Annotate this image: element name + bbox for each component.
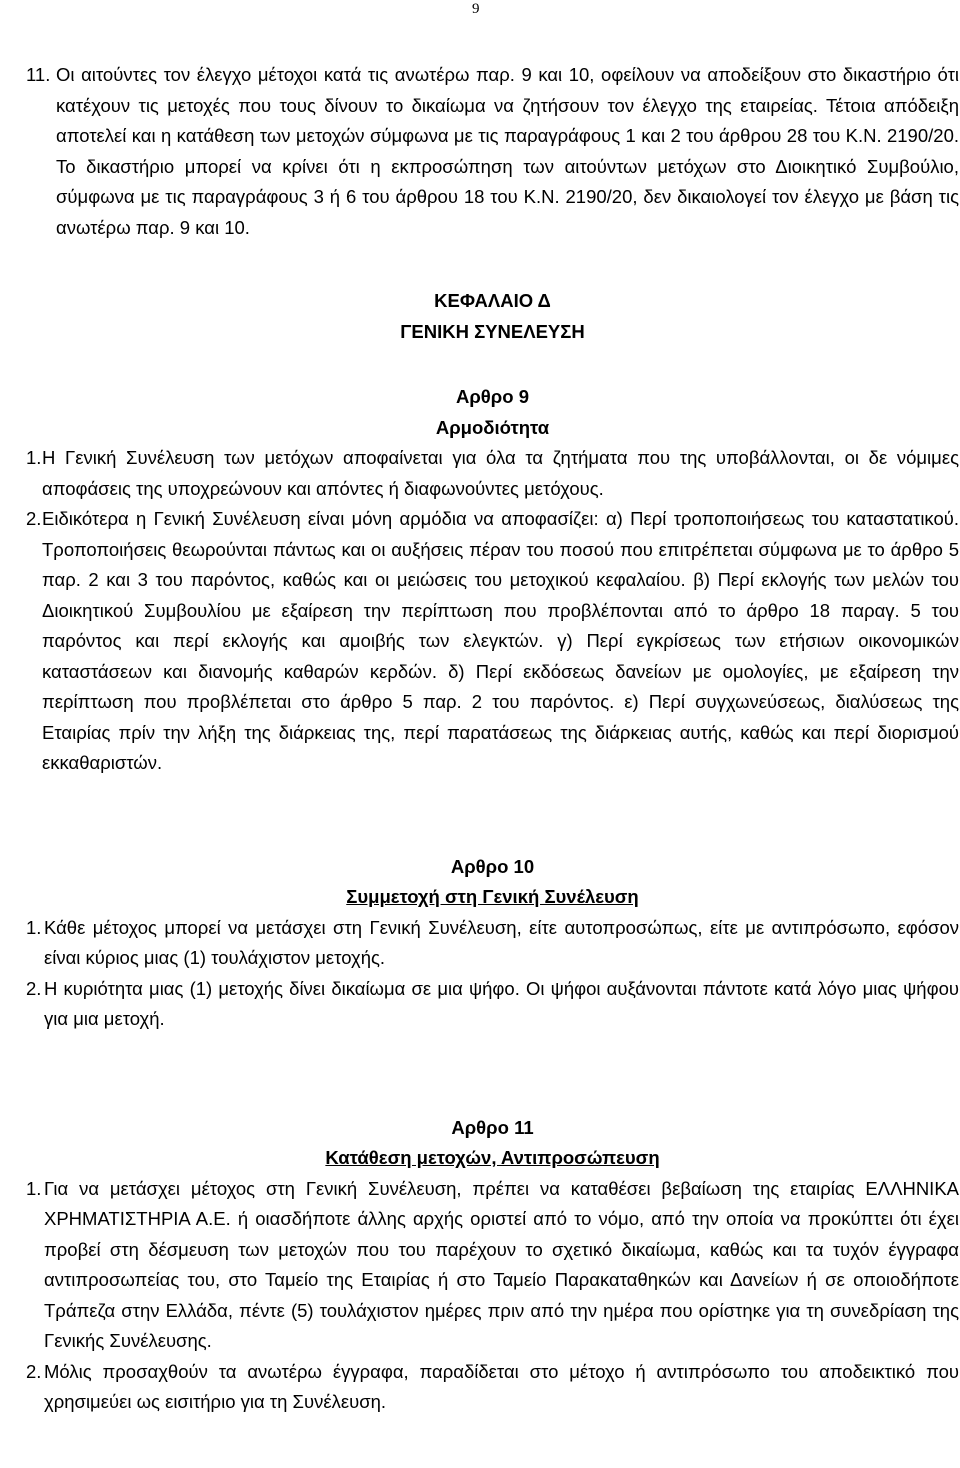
paragraph-number: 2. <box>26 977 42 999</box>
article9-paragraph-2 <box>26 504 959 779</box>
page-number: 9 <box>472 1 480 17</box>
article11-heading: Αρθρο 11 <box>451 1116 534 1138</box>
article10-paragraph-2 <box>26 974 959 1035</box>
article10-title: Συμμετοχή στη Γενική Συνέλευση <box>346 886 639 907</box>
article9-title: Αρμοδιότητα <box>435 416 550 438</box>
article11-paragraph-1 <box>26 1174 959 1357</box>
paragraph-number: 11. <box>26 64 51 85</box>
paragraph-number: 2. <box>26 1360 42 1382</box>
article9-heading: Αρθρο 9 <box>456 386 529 407</box>
paragraph-text: Μόλις προσαχθούν τα ανωτέρω έγγραφα, παραδίδεται στο μέτοχο ή αντιπρόσωπο του αποδεικτικό που χρησιμεύει ως εισιτήριο για τη Συνέλευση. <box>44 1360 959 1412</box>
paragraph-number: 1. <box>26 916 42 938</box>
paragraph-text: Κάθε μέτοχος μπορεί να μετάσχει στη Γενική Συνέλευση, είτε αυτοπροσώπως, είτε με αντιπρόσωπο, εφόσον είναι κύριος μιας (1) τουλάχιστον μετοχής. <box>44 916 959 968</box>
paragraph-number: 1. <box>26 1177 42 1199</box>
article11-paragraph-2 <box>26 1357 959 1418</box>
paragraph-text: Η κυριότητα μιας (1) μετοχής δίνει δικαίωμα σε μια ψήφο. Οι ψήφοι αυξάνονται πάντοτε κατά λόγο μιας ψήφου για μια μετοχή. <box>44 977 959 1029</box>
paragraph-text: Για να μετάσχει μέτοχος στη Γενική Συνέλευση, πρέπει να καταθέσει βεβαίωση της εταιρίας ΕΛΛΗΝΙΚΑ ΧΡΗΜΑΤΙΣΤΗΡΙΑ Α.Ε. ή οιασδήποτε άλλης αρχής οριστεί από το νόμο, από την οποία να προκύπτει ότι έχει προβεί στη δέσμευση των μετοχών που του παρέχουν το σχετικό δικαίωμα, καθώς και τα τυχόν έγγραφα αντιπροσωπείας του, στο Ταμείο της Εταιρίας ή στο Ταμείο Παρακαταθηκών και Δανείων ή σε οποιοδήποτε Τράπεζα στην Ελλάδα, πέντε (5) τουλάχιστον ημέρες πριν από την ημέρα που ορίστηκε για τη συνεδρίαση της Γενικής Συνέλευσης. <box>44 1177 959 1351</box>
paragraph-text: Ειδικότερα η Γενική Συνέλευση είναι μόνη αρμόδια να αποφασίζει: α) Περί τροποποιήσεως του καταστατικού. Τροποποιήσεις θεωρούνται πάντως και οι αυξήσεις πέραν του ποσού που επιτρέπεται σύμφωνα με το άρθρο 5 παρ. 2 και 3 του παρόντος, καθώς και οι μειώσεις του μετοχικού κεφαλαίου. β) Περί εκλογής των μελών του Διοικητικού Συμβουλίου με εξαίρεση την περίπτωση που προβλέπονται από το άρθρο 18 παραγ. 5 του παρόντος και περί εκλογής και αμοιβής των ελεγκτών. γ) Περί εγκρίσεως των ετήσιων οικονομικών καταστάσεων και διανομής καθαρών κερδών. δ) Περί εκδόσεως δανείων με ομολογίες, με εξαίρεση την περίπτωση που προβλέπεται στο άρθρο 5 παρ. 2 του παρόντος. ε) Περί συγχωνεύσεως, διαλύσεως της Εταιρίας πρίν την λήξη της διάρκειας της, περί παρατάσεως της διάρκειας αυτής, καθώς και περί διορισμού εκκαθαριστών. <box>42 508 959 773</box>
article11-title: Κατάθεση μετοχών, Αντιπροσώπευση <box>325 1147 660 1168</box>
article9-paragraph-1 <box>26 443 959 504</box>
chapter-title: ΓΕΝΙΚΗ ΣΥΝΕΛΕΥΣΗ <box>400 320 585 342</box>
paragraph-text: Η Γενική Συνέλευση των μετόχων αποφαίνεται για όλα τα ζητήματα που της υποβάλλονται, οι δε νόμιμες αποφάσεις της υποχρεώνουν και απόντες ή διαφωνούντες μετόχους. <box>42 447 959 499</box>
chapter-label: ΚΕΦΑΛΑΙΟ Δ <box>434 290 551 311</box>
paragraph-text: Οι αιτούντες τον έλεγχο μέτοχοι κατά τις ανωτέρω παρ. 9 και 10, οφείλουν να αποδείξουν στο δικαστήριο ότι κατέχουν τις μετοχές που τους δίνουν το δικαίωμα να ζητήσουν τον έλεγχο της εταιρείας. Τέτοια απόδειξη αποτελεί και η κατάθεση των μετοχών σύμφωνα με τις παραγράφους 1 και 2 του άρθρου 28 του Κ.Ν. 2190/20. Το δικαστήριο μπορεί να κρίνει ότι η εκπροσώπηση των αιτούντων μετόχων στο Διοικητικό Συμβούλιο, σύμφωνα με τις παραγράφους 3 ή 6 του άρθρου 18 του Κ.Ν. 2190/20, δεν δικαιολογεί τον έλεγχο με βάση τις ανωτέρω παρ. 9 και 10. <box>56 64 959 238</box>
article8-paragraph-11 <box>26 60 959 243</box>
article10-paragraph-1 <box>26 913 959 974</box>
document-body <box>26 60 959 1418</box>
paragraph-number: 2. <box>26 508 42 529</box>
paragraph-number: 1. <box>26 447 42 468</box>
article10-heading: Αρθρο 10 <box>450 855 535 877</box>
